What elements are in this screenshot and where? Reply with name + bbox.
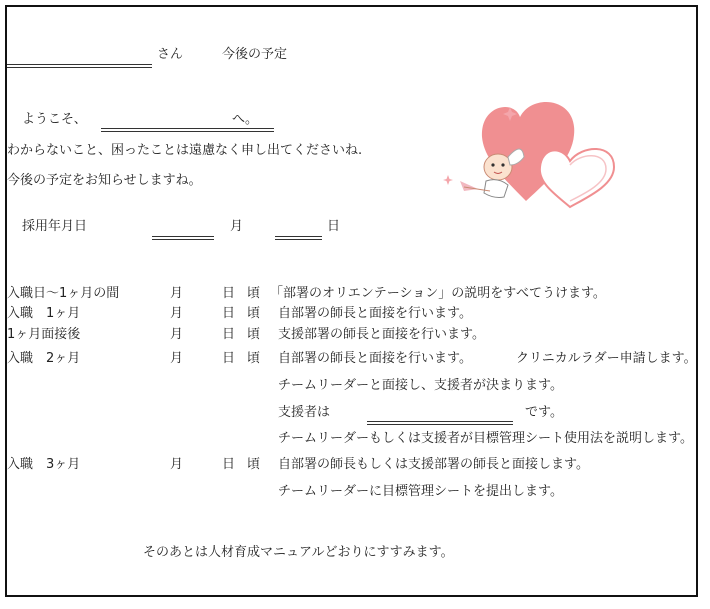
schedule-period: 入職 1ヶ月	[7, 306, 81, 321]
schedule-desc: 自部署の師長もしくは支援部署の師長と面接します。	[278, 457, 589, 472]
schedule-day: 日	[222, 286, 236, 301]
welcome-line-2: わからないこと、困ったことは遠慮なく申し出てくださいね.	[7, 143, 363, 158]
schedule-period: 入職 2ヶ月	[7, 351, 81, 366]
schedule-desc: 自部署の師長と面接を行います。	[278, 351, 472, 366]
schedule-desc: 支援部署の師長と面接を行います。	[278, 327, 485, 342]
schedule-approx: 頃	[247, 327, 261, 342]
schedule-desc-secondary: クリニカルラダー申請します。	[516, 351, 697, 366]
supporter-prefix: 支援者は	[278, 405, 331, 420]
schedule-day: 日	[222, 351, 236, 366]
schedule-month: 月	[170, 306, 184, 321]
leader-interview-line: チームリーダーと面接し、支援者が決まります。	[278, 378, 563, 393]
schedule-desc: 「部署のオリエンテーション」の説明をすべてうけます。	[270, 286, 606, 301]
hearts-cupid-icon	[438, 95, 628, 210]
schedule-day: 日	[222, 327, 236, 342]
hire-day-blank-line[interactable]	[275, 236, 322, 240]
schedule-approx: 頃	[247, 306, 261, 321]
supporter-suffix: です。	[525, 405, 563, 420]
schedule-month: 月	[170, 327, 184, 342]
hire-date-label: 採用年月日	[22, 219, 88, 234]
schedule-day: 日	[222, 457, 236, 472]
welcome-suffix: へ。	[232, 112, 259, 127]
schedule-approx: 頃	[247, 351, 261, 366]
hire-day-label: 日	[327, 219, 341, 234]
schedule-month: 月	[170, 457, 184, 472]
footer-text: そのあとは人材育成マニュアルどおりにすすみます。	[143, 545, 454, 560]
hire-year-blank-line[interactable]	[152, 236, 214, 240]
page-title: 今後の予定	[222, 47, 288, 62]
explain-line: チームリーダーもしくは支援者が目標管理シート使用法を説明します。	[278, 431, 693, 446]
schedule-desc: 自部署の師長と面接を行います。	[278, 306, 472, 321]
welcome-line-3: 今後の予定をお知らせしますね。	[7, 173, 202, 188]
schedule-approx: 頃	[247, 457, 261, 472]
schedule-period: 入職 3ヶ月	[7, 457, 81, 472]
schedule-month: 月	[170, 286, 184, 301]
department-blank-line[interactable]	[101, 128, 274, 132]
schedule-period: 1ヶ月面接後	[7, 327, 81, 342]
name-blank-line[interactable]	[7, 64, 152, 68]
san-label: さん	[157, 47, 184, 62]
schedule-month: 月	[170, 351, 184, 366]
hire-month-label: 月	[230, 219, 244, 234]
schedule-approx: 頃	[247, 286, 261, 301]
schedule-day: 日	[222, 306, 236, 321]
welcome-prefix: ようこそ、	[22, 112, 87, 127]
schedule-period: 入職日～1ヶ月の間	[7, 286, 120, 301]
supporter-blank-line[interactable]	[367, 421, 513, 425]
submit-line: チームリーダーに目標管理シートを提出します。	[278, 484, 563, 499]
